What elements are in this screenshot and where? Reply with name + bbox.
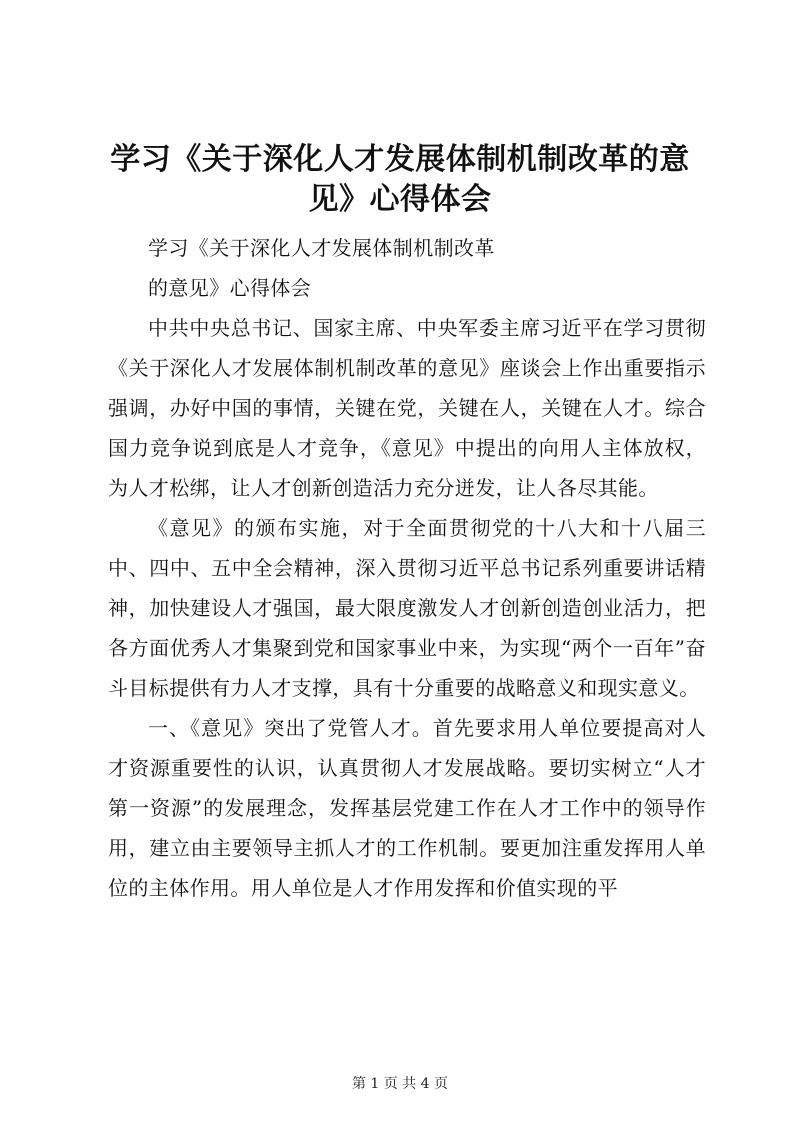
page-footer: 第 1 页 共 4 页	[351, 1076, 449, 1092]
document-body	[108, 228, 706, 908]
document-title: 学习《关于深化人才发展体制机制改革的意见》心得体会	[110, 142, 690, 217]
subtitle-line-1: 学习《关于深化人才发展体制机制改革	[148, 236, 495, 260]
subtitle-line-2: 的意见》心得体会	[148, 276, 312, 300]
paragraph-1: 中共中央总书记、国家主席、中央军委主席习近平在学习贯彻《关于深化人才发展体制机制改革的意见》座谈会上作出重要指示强调，办好中国的事情，关键在党，关键在人，关键在人才。综合国力竞争说到底是人才竞争，《意见》中提出的向用人主体放权，为人才松绑，让人才创新创造活力充分迸发，让人各尽其能。	[108, 316, 706, 500]
paragraph-3: 一、《意见》突出了党管人才。首先要求用人单位要提高对人才资源重要性的认识，认真贯彻人才发展战略。要切实树立“人才第一资源”的发展理念，发挥基层党建工作在人才工作中的领导作用，建立由主要领导主抓人才的工作机制。要更加注重发挥用人单位的主体作用。用人单位是人才作用发挥和价值实现的平	[108, 716, 706, 900]
paragraph-2: 《意见》的颁布实施，对于全面贯彻党的十八大和十八届三中、四中、五中全会精神，深入贯彻习近平总书记系列重要讲话精神，加快建设人才强国，最大限度激发人才创新创造创业活力，把各方面优秀人才集聚到党和国家事业中来，为实现“两个一百年”奋斗目标提供有力人才支撑，具有十分重要的战略意义和现实意义。	[108, 516, 706, 700]
